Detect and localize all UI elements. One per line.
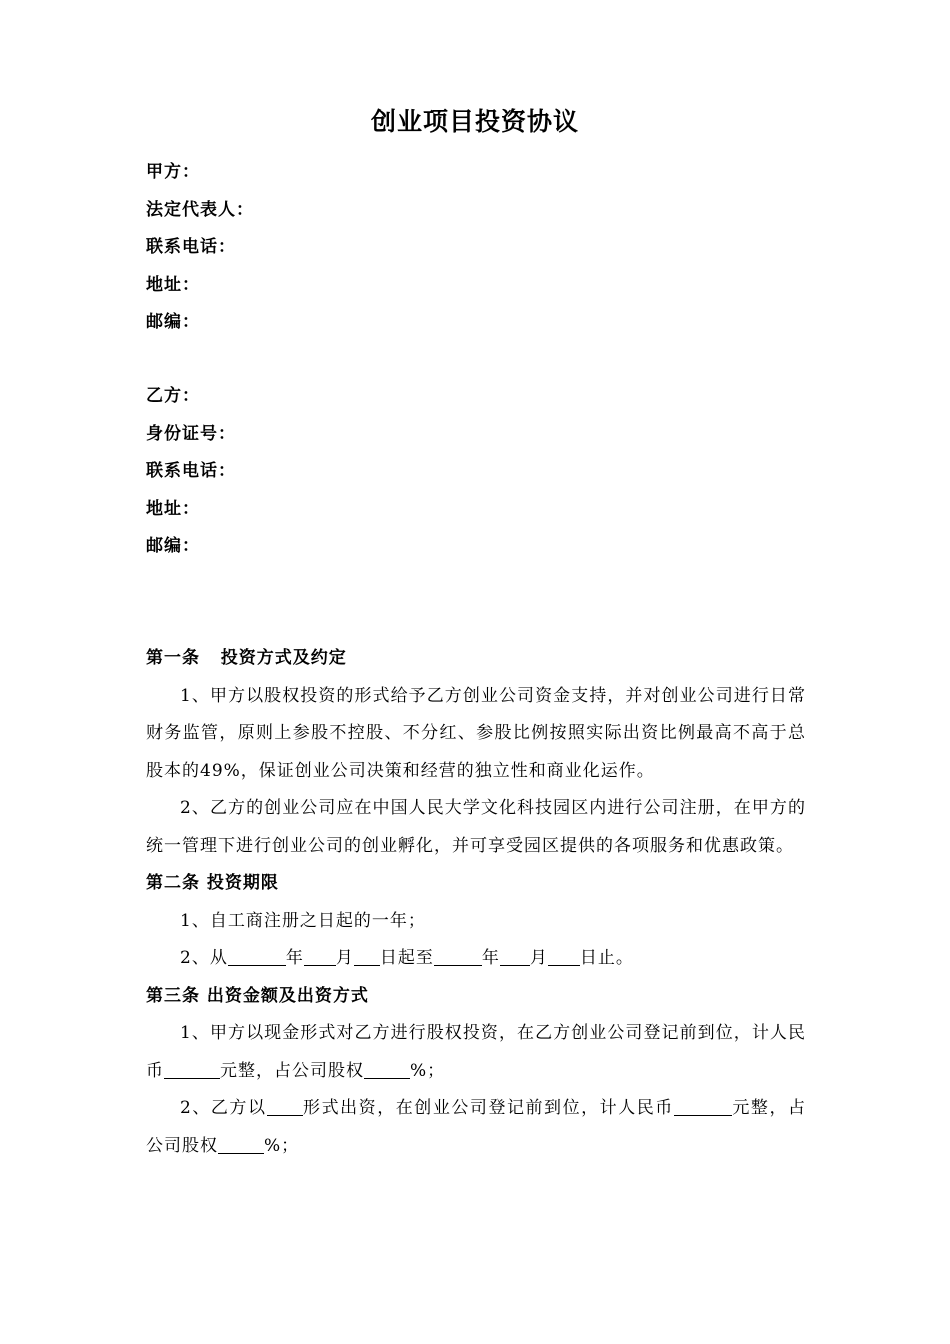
document-title: 创业项目投资协议 xyxy=(370,107,579,136)
party-a-phone-label: 联系电话： xyxy=(146,237,236,257)
start-day-blank xyxy=(354,947,380,966)
start-month-blank xyxy=(304,947,336,966)
article-1-clause-1: 1、甲方以股权投资的形式给予乙方创业公司资金支持，并对创业公司进行日常财务监管，原则上参股不控股、不分红、参股比例按照实际出资比例最高不高于总股本的49%，保证创业公司决策和经营的独立性和商业化运作。 xyxy=(146,685,806,781)
end-year-blank xyxy=(434,947,482,966)
party-a-address-label: 地址： xyxy=(146,274,200,295)
party-b-block xyxy=(146,378,236,566)
party-a-name-label: 甲方： xyxy=(146,162,200,182)
article-3-heading: 第三条 出资金额及出资方式 xyxy=(146,985,369,1006)
start-year-blank xyxy=(228,947,286,966)
article-1-heading: 第一条 投资方式及约定 xyxy=(146,648,347,668)
party-a-postcode-label: 邮编： xyxy=(146,312,200,332)
party-a-legal-rep-label: 法定代表人： xyxy=(146,199,254,220)
party-b-address-label: 地址： xyxy=(146,498,200,519)
article-3-clause-2: 2、乙方以 形式出资，在创业公司登记前到位，计人民币 元整，占公司股权 %； xyxy=(146,1098,806,1156)
party-a-amount-blank xyxy=(164,1060,220,1079)
end-month-blank xyxy=(500,947,530,966)
article-3-clause-1: 1、甲方以现金形式对乙方进行股权投资，在乙方创业公司登记前到位，计人民币 元整，占公司股权 %； xyxy=(146,1023,806,1081)
party-b-phone-label: 联系电话： xyxy=(146,461,236,481)
party-b-share-blank xyxy=(218,1135,264,1154)
party-b-id-label: 身份证号： xyxy=(146,423,236,444)
end-day-blank xyxy=(548,947,580,966)
article-1-clause-2: 2、乙方的创业公司应在中国人民大学文化科技园区内进行公司注册，在甲方的统一管理下进行创业公司的创业孵化，并可享受园区提供的各项服务和优惠政策。 xyxy=(146,798,806,856)
party-b-form-blank xyxy=(267,1097,303,1116)
contract-body xyxy=(146,640,806,1165)
party-a-block xyxy=(146,154,254,342)
article-2-heading: 第二条 投资期限 xyxy=(146,873,279,893)
party-b-amount-blank xyxy=(674,1097,732,1116)
article-2-clause-2: 2、从 年 月 日起至 年 月 日止。 xyxy=(180,948,634,968)
party-a-share-blank xyxy=(364,1060,410,1079)
party-b-name-label: 乙方： xyxy=(146,386,200,406)
article-2-clause-1: 1、自工商注册之日起的一年； xyxy=(180,910,426,931)
party-b-postcode-label: 邮编： xyxy=(146,536,200,556)
